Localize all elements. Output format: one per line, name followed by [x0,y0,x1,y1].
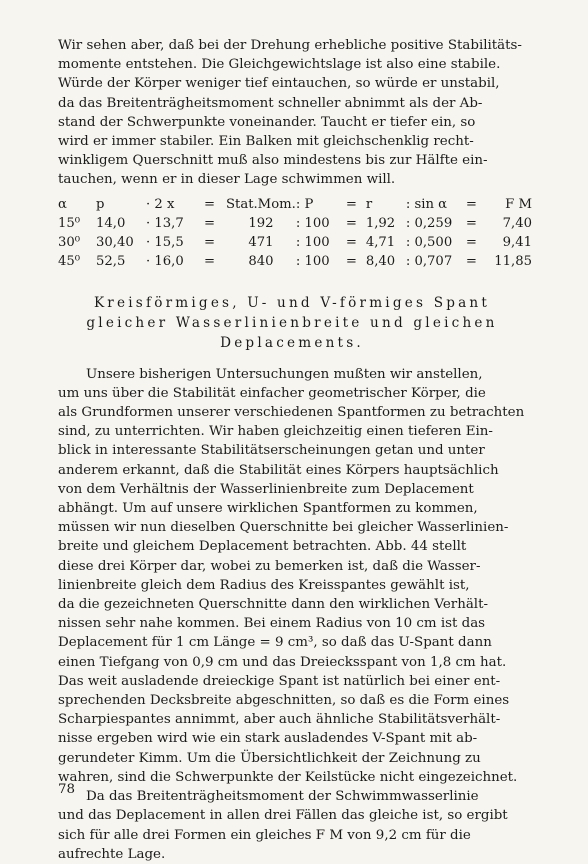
text-line: anderem erkannt, daß die Stabilität eines Körpers hauptsächlich [58,462,499,478]
page-body [58,36,532,864]
table-header-row [58,195,532,214]
text-line: Scharpiespantes annimmt, aber auch ähnliche Stabilitätsverhält- [58,712,501,728]
table-cell: 7,40 [502,215,532,231]
table-cell: 8,40 [365,253,396,269]
section-heading [58,293,526,353]
table-cell: 14,0 [96,215,126,231]
table-cell: : 100 [295,215,330,231]
table-cell: 192 [248,215,274,231]
text-line: gerundeter Kimm. Um die Übersichtlichkeit der Zeichnung zu [58,750,481,766]
page-number: 78 [58,782,76,797]
paragraph-2 [58,365,526,787]
table-cell: 840 [248,253,274,269]
table-cell: : 0,707 [405,253,453,269]
table-cell: : 100 [295,234,330,250]
table-header-cell: = [204,196,216,212]
text-line: breite und gleichem Deplacement betrachten. Abb. 44 stellt [58,539,467,555]
text-line: Da das Breitenträgheitsmoment der Schwimmwasserlinie [86,789,479,805]
text-line: Würde der Körper weniger tief eintauchen, so würde er unstabil, [58,76,500,92]
table-cell: 4,71 [365,234,396,250]
text-line: blick in interessante Stabilitätserscheinungen getan und unter [58,443,485,459]
table-header-cell: p [96,196,105,212]
table-cell: = [465,234,477,250]
text-line: Das weit ausladende dreieckige Spant ist natürlich bei einer ent- [58,673,501,689]
heading-line: Kreisförmiges, U- und V-förmiges Spant [93,294,491,311]
text-line: sind, zu unterrichten. Wir haben gleichzeitig einen tieferen Ein- [58,424,493,440]
text-line: einen Tiefgang von 0,9 cm und das Dreiecksspant von 1,8 cm hat. [58,654,507,670]
table-cell: = [465,215,477,231]
table-cell: · 16,0 [146,253,184,269]
table-header-cell: · 2 x [146,196,175,212]
table-cell: : 0,259 [405,215,453,231]
text-line: nisse ergeben wird wie ein stark ausladendes V-Spant mit ab- [58,731,478,747]
text-line: stand der Schwerpunkte voneinander. Taucht er tiefer ein, so [58,114,476,130]
table-header-cell: : sin α [405,196,448,212]
table-cell: = [204,215,216,231]
table-cell: = [345,253,357,269]
text-line: da das Breitenträgheitsmoment schneller abnimmt als der Ab- [58,95,483,111]
table-header-cell: : P [295,196,314,212]
text-line: da die gezeichneten Querschnitte dann den wirklichen Verhält- [58,597,488,613]
text-line: und das Deplacement in allen drei Fällen das gleiche ist, so ergibt [58,808,508,824]
text-line: diese drei Körper dar, wobei zu bemerken ist, daß die Wasser- [58,558,481,574]
table-cell: 11,85 [494,253,532,269]
table-cell: · 13,7 [146,215,184,231]
table-header-cell: F M [505,196,532,212]
text-line: tauchen, wenn er in dieser Lage schwimmen will. [58,172,396,188]
paragraph-3 [58,787,526,864]
table-cell: · 15,5 [146,234,184,250]
table-header-cell: Stat.Mom. [226,196,296,212]
text-line: aufrechte Lage. [58,846,166,862]
paragraph-1 [58,36,526,190]
table-header-cell: = [465,196,477,212]
table-header-cell: α [58,196,67,212]
table-cell: 30,40 [96,234,134,250]
text-line: sich für alle drei Formen ein gleiches F M von 9,2 cm für die [58,827,471,843]
text-line: Unsere bisherigen Untersuchungen mußten wir anstellen, [86,366,483,382]
table-cell: : 0,500 [405,234,453,250]
text-line: abhängt. Um auf unsere wirklichen Spantformen zu kommen, [58,501,478,517]
table-cell: = [204,234,216,250]
heading-line: Deplacements. [220,334,364,351]
table-cell: = [345,215,357,231]
table-cell: = [465,253,477,269]
text-line: als Grundformen unserer verschiedenen Spantformen zu betrachten [58,405,525,421]
table-cell: 30⁰ [58,234,81,250]
table-cell: 45⁰ [58,253,81,269]
table-cell: 52,5 [96,253,126,269]
text-line: wird er immer stabiler. Ein Balken mit gleichschenklig recht- [58,134,474,150]
text-line: Wir sehen aber, daß bei der Drehung erhebliche positive Stabilitäts- [58,38,522,53]
text-line: nissen sehr nahe kommen. Bei einem Radius von 10 cm ist das [58,616,486,632]
table-cell: = [204,253,216,269]
stability-table [58,195,532,271]
table-cell: 471 [248,234,274,250]
table-header-cell: = [345,196,357,212]
text-line: momente entstehen. Die Gleichgewichtslage ist also eine stabile. [58,57,501,73]
table-cell: = [345,234,357,250]
table-cell: 15⁰ [58,215,81,231]
text-line: linienbreite gleich dem Radius des Kreisspantes gewählt ist, [58,577,470,593]
text-line: müssen wir nun dieselben Querschnitte bei gleicher Wasserlinien- [58,520,509,536]
text-line: um uns über die Stabilität einfacher geometrischer Körper, die [58,385,486,401]
table-row [58,252,532,271]
table-row [58,233,532,252]
table-cell: : 100 [295,253,330,269]
table-cell: 9,41 [502,234,532,250]
text-line: wahren, sind die Schwerpunkte der Keilstücke nicht eingezeichnet. [58,769,518,785]
text-line: sprechenden Decksbreite abgeschnitten, so daß es die Form eines [58,693,510,709]
table-header-cell: r [365,196,373,212]
table-row [58,214,532,233]
text-line: winkligem Querschnitt muß also mindestens bis zur Hälfte ein- [58,153,488,169]
text-line: Deplacement für 1 cm Länge = 9 cm³, so daß das U-Spant dann [58,635,492,651]
heading-line: gleicher Wasserlinienbreite und gleichen [86,314,498,331]
table-cell: 1,92 [365,215,396,231]
text-line: von dem Verhältnis der Wasserlinienbreite zum Deplacement [58,481,474,497]
